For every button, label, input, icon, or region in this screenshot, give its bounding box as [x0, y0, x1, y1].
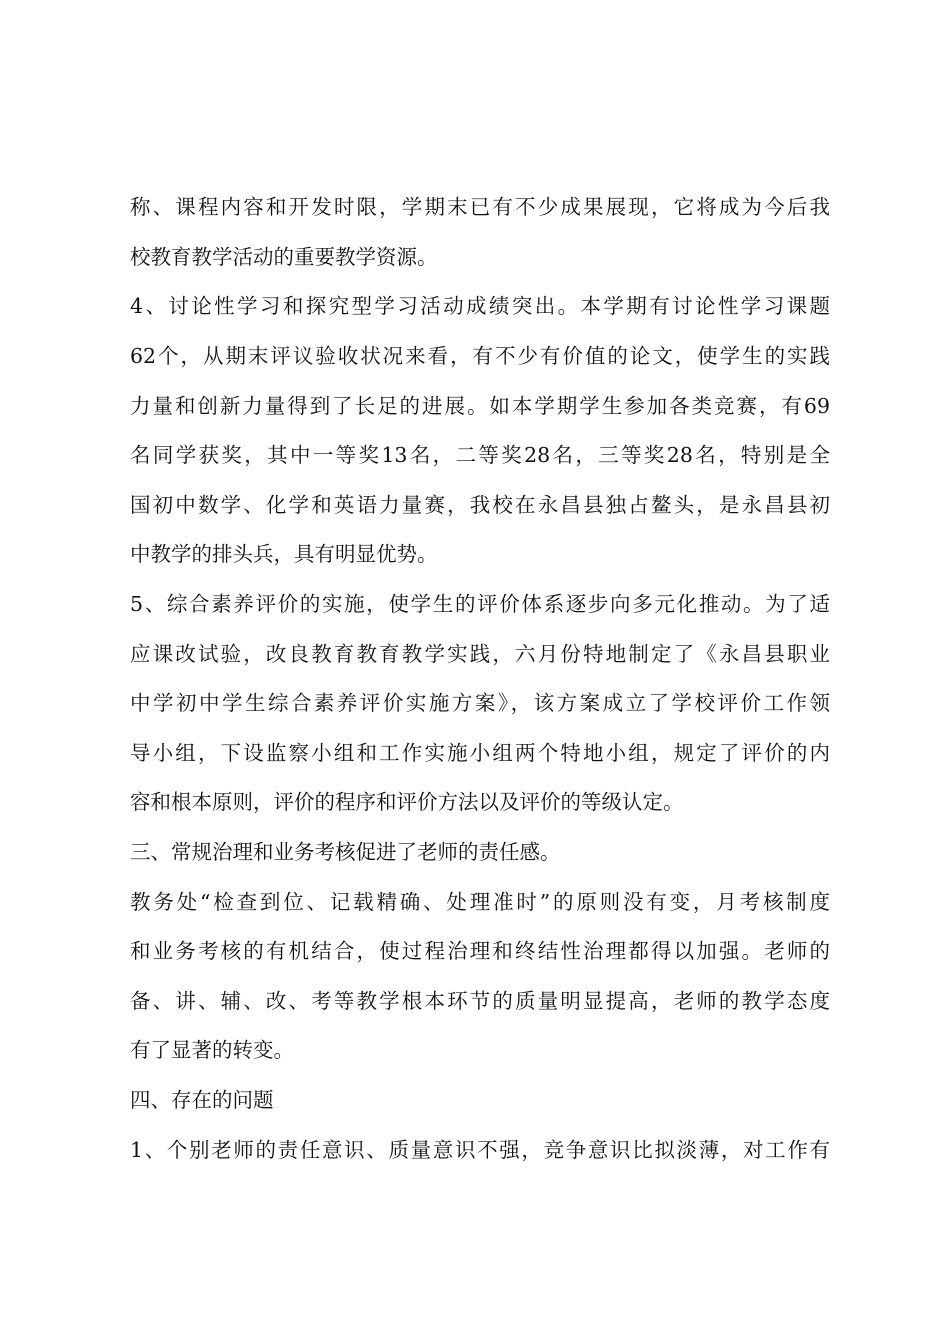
text-line: 校教育教学活动的重要教学资源。	[130, 245, 438, 269]
text-line: 和业务考核的有机结合，使过程治理和终结性治理都得以加强。老师的	[130, 939, 830, 963]
text-line: 中学初中学生综合素养评价实施方案》，该方案成立了学校评价工作领	[130, 691, 830, 715]
text-line: 有了显著的转变。	[130, 1038, 294, 1062]
text-line: 5、综合素养评价的实施，使学生的评价体系逐步向多元化推动。为了适	[130, 592, 830, 616]
text-line: 容和根本原则，评价的程序和评价方法以及评价的等级认定。	[130, 790, 684, 814]
section-heading: 四、存在的问题	[130, 1088, 274, 1112]
text-line: 应课改试验，改良教育教育教学实践，六月份特地制定了《永昌县职业	[130, 642, 830, 666]
text-line: 4、讨论性学习和探究型学习活动成绩突出。本学期有讨论性学习课题	[130, 294, 830, 318]
text-line: 1、个别老师的责任意识、质量意识不强，竞争意识比拟淡薄，对工作有	[130, 1138, 830, 1162]
text-line: 中教学的排头兵，具有明显优势。	[130, 542, 438, 566]
text-line: 名同学获奖，其中一等奖13名，二等奖28名，三等奖28名，特别是全	[130, 443, 830, 467]
text-line: 力量和创新力量得到了长足的进展。如本学期学生参加各类竞赛，有69	[130, 394, 830, 418]
text-line: 导小组，下设监察小组和工作实施小组两个特地小组，规定了评价的内	[130, 741, 830, 765]
section-heading: 三、常规治理和业务考核促进了老师的责任感。	[130, 840, 561, 864]
text-line: 62个，从期末评议验收状况来看，有不少有价值的论文，使学生的实践	[130, 344, 830, 368]
text-line: 教务处“检查到位、记载精确、处理准时”的原则没有变，月考核制度	[130, 890, 830, 914]
text-line: 称、课程内容和开发时限，学期末已有不少成果展现，它将成为今后我	[130, 195, 830, 219]
text-line: 国初中数学、化学和英语力量赛，我校在永昌县独占鳌头，是永昌县初	[130, 493, 830, 517]
text-line: 备、讲、辅、改、考等教学根本环节的质量明显提高，老师的教学态度	[130, 989, 830, 1013]
